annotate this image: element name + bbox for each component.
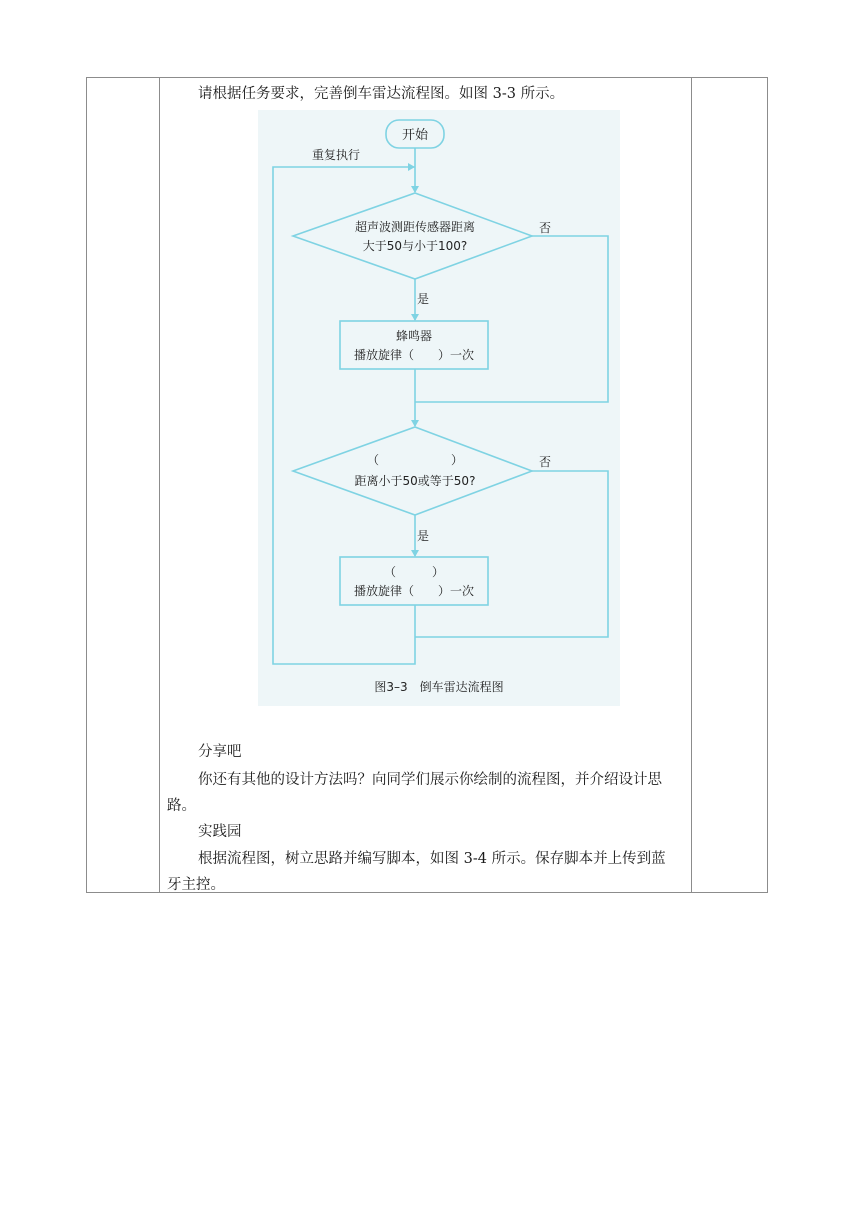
action1-line1: 蜂鸣器 [395, 329, 433, 343]
loop-label: 重复执行 [312, 148, 361, 162]
flowchart-figure [258, 110, 620, 706]
practice-line2: 牙主控。 [167, 877, 225, 893]
decision1-diamond [293, 193, 532, 279]
yes-label-1: 是 [417, 292, 430, 306]
action2-line2: 播放旋律（ ）一次 [353, 584, 475, 598]
action2-line1: （ ） [383, 565, 445, 579]
share-line2: 路。 [167, 798, 196, 814]
flowchart-svg [258, 110, 620, 706]
start-label: 开始 [401, 128, 429, 143]
decision1-line2: 大于50与小于100? [362, 239, 468, 253]
share-line1: 你还有其他的设计方法吗？向同学们展示你绘制的流程图，并介绍设计思 [198, 772, 662, 788]
practice-line1: 根据流程图，树立思路并编写脚本，如图 3-4 所示。保存脚本并上传到蓝 [198, 851, 666, 867]
table-divider-right [691, 78, 692, 892]
yes-label-2: 是 [417, 529, 430, 543]
decision1-line1: 超声波测距传感器距离 [354, 220, 476, 234]
practice-heading: 实践园 [198, 824, 242, 840]
decision2-line2: 距离小于50或等于50? [354, 474, 476, 488]
intro-text: 请根据任务要求，完善倒车雷达流程图。如图 3-3 所示。 [198, 86, 565, 102]
no-label-2: 否 [539, 455, 552, 469]
table-divider-left [159, 78, 160, 892]
share-heading: 分享吧 [198, 744, 242, 760]
decision2-line1: （ ） [366, 453, 464, 467]
action1-line2: 播放旋律（ ）一次 [353, 348, 475, 362]
figure-caption: 图3–3 倒车雷达流程图 [374, 680, 504, 694]
decision2-diamond [293, 427, 532, 515]
no-label-1: 否 [539, 221, 552, 235]
